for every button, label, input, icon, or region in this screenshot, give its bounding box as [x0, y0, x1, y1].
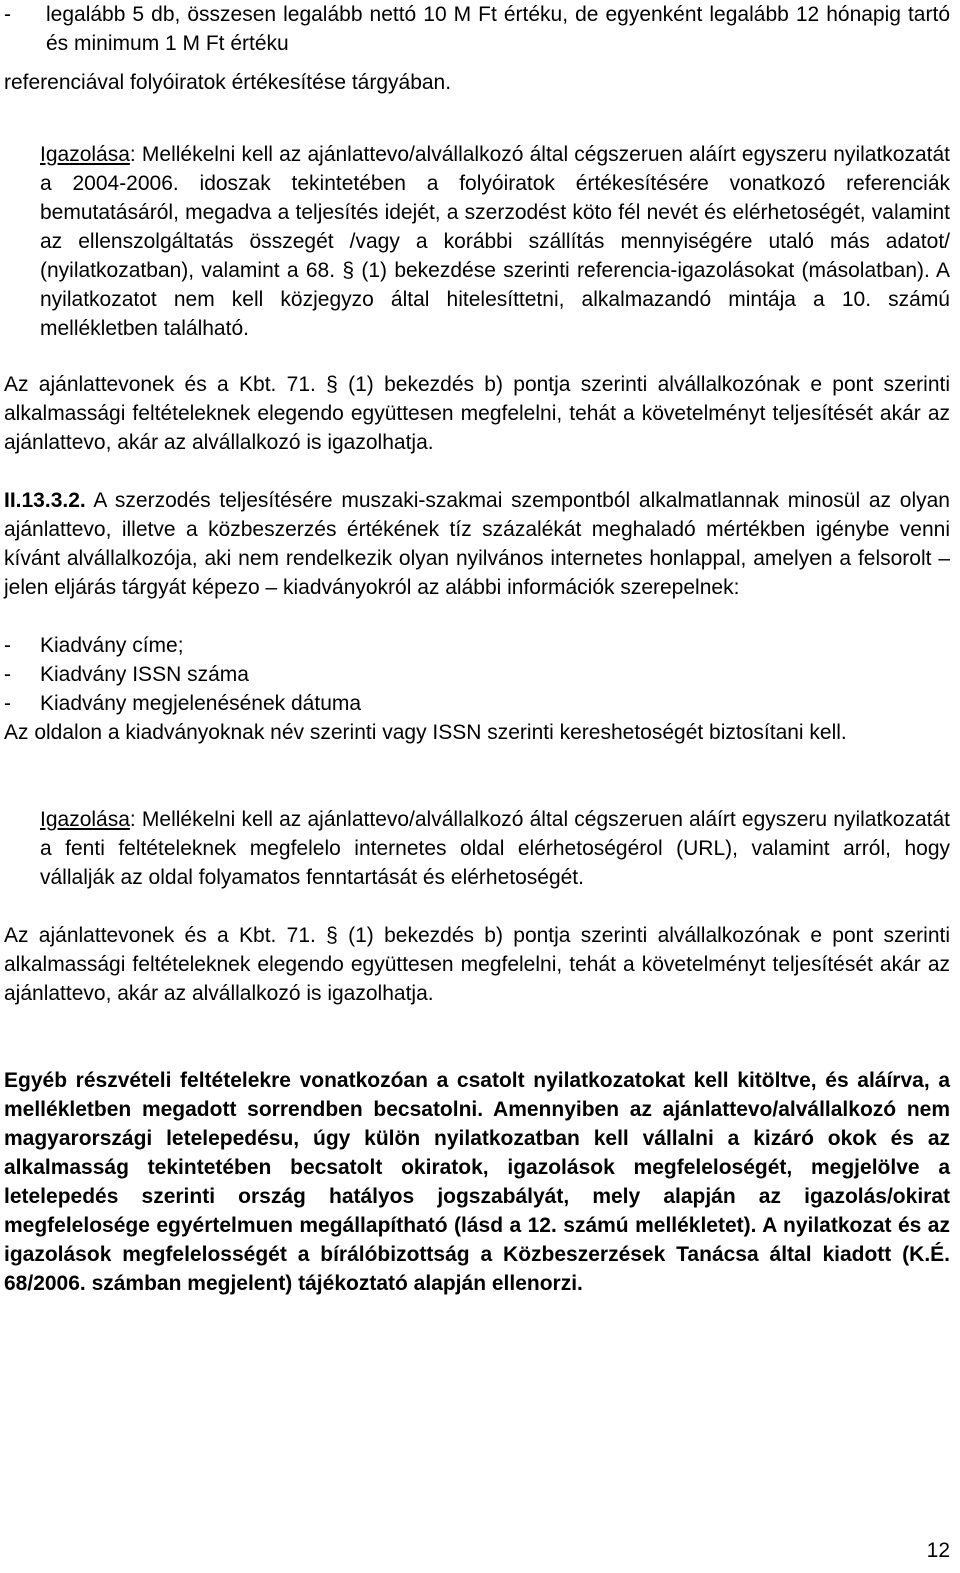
section-number: II.13.3.2. [4, 489, 86, 512]
proof-paragraph-1 [40, 140, 950, 343]
requirements-list [4, 631, 950, 718]
list-dash: - [4, 663, 11, 686]
list-dash: - [4, 3, 11, 26]
list-item [4, 660, 950, 689]
list-item-text: Kiadvány címe; [40, 634, 184, 657]
proof-paragraph-2 [40, 805, 950, 892]
list-dash: - [4, 692, 11, 715]
proof-label: Igazolása [40, 808, 130, 831]
page-number: 12 [926, 1539, 950, 1562]
section-closing: Az oldalon a kiadványoknak név szerinti vagy ISSN szerinti kereshetoségét biztosítani kell. [4, 721, 847, 744]
intro-list-item [4, 0, 950, 58]
intro-continuation: referenciával folyóiratok értékesítése tárgyában. [4, 71, 452, 94]
section-text: A szerzodés teljesítésére muszaki-szakmai szempontból alkalmatlannak minosül az olyan ajánlattevo, illetve a közbeszerzés értékének tíz százalékát meghaladó mértékben igénybe venni kívánt alvállalkozója, aki nem rendelkezik olyan nyilvános internetes honlappal, amelyen a felsorolt – jelen eljárás tárgyát képezo – kiadványokról az alábbi információk szerepelnek: [4, 489, 950, 599]
bold-paragraph: Egyéb részvételi feltételekre vonatkozóan a csatolt nyilatkozatokat kell kitöltve, és aláírva, a mellékletben megadott sorrendben becsatolni. Amennyiben az ajánlattevo/alvállalkozó nem magyarországi letelepedésu, úgy külön nyilatkozatban kell vállalni a kizáró okok és az alkalmasság tekintetében becsatolt okiratok, igazolások megfeleloségét, megjelölve a letelepedés szerinti ország hatályos jogszabályát, mely alapján az igazolás/okirat megfelelosége egyértelmuen megállapítható (lásd a 12. számú mellékletet). A nyilatkozat és az igazolások megfelelosségét a bírálóbizottság a Közbeszerzések Tanácsa által kiadott (K.É. 68/2006. számban megjelent) tájékoztató alapján ellenorzi. [4, 1069, 950, 1295]
proof-text: : Mellékelni kell az ajánlattevo/alvállalkozó által cégszeruen aláírt egyszeru nyilatkozatát a 2004-2006. idoszak tekintetében a folyóiratok értékesítésére vonatkozó referenciák bemutatásáról, megadva a teljesítés idejét, a szerzodést köto fél nevét és elérhetoségét, valamint az ellenszolgáltatás összegét /vagy a korábbi szállítás mennyiségére utaló más adatot/ (nyilatkozatban), valamint a 68. § (1) bekezdése szerinti referencia-igazolásokat (másolatban). A nyilatkozatot nem kell közjegyzo által hitelesíttetni, alkalmazandó mintája a 10. számú mellékletben található. [40, 143, 950, 340]
list-item-text: Kiadvány ISSN száma [40, 663, 249, 686]
list-item [4, 631, 950, 660]
list-item [4, 689, 950, 718]
note-paragraph-1: Az ajánlattevonek és a Kbt. 71. § (1) bekezdés b) pontja szerinti alvállalkozónak e pont szerinti alkalmassági feltételeknek elegendo együttesen megfelelni, tehát a követelményt teljesítését akár az ajánlattevo, akár az alvállalkozó is igazolhatja. [4, 373, 950, 454]
proof-label: Igazolása [40, 143, 130, 166]
list-dash: - [4, 634, 11, 657]
list-item-text: legalább 5 db, összesen legalább nettó 10 M Ft értéku, de egyenként legalább 12 hónapig tartó és minimum 1 M Ft értéku [46, 3, 950, 55]
proof-text: : Mellékelni kell az ajánlattevo/alvállalkozó által cégszeruen aláírt egyszeru nyilatkozatát a fenti feltételeknek megfelelo internetes oldal elérhetoségérol (URL), valamint arról, hogy vállalják az oldal folyamatos fenntartását és elérhetoségét. [40, 808, 950, 889]
section-paragraph [4, 486, 950, 602]
list-item-text: Kiadvány megjelenésének dátuma [40, 692, 362, 715]
note-paragraph-2: Az ajánlattevonek és a Kbt. 71. § (1) bekezdés b) pontja szerinti alvállalkozónak e pont szerinti alkalmassági feltételeknek elegendo együttesen megfelelni, tehát a követelményt teljesítését akár az ajánlattevo, akár az alvállalkozó is igazolhatja. [4, 924, 950, 1005]
